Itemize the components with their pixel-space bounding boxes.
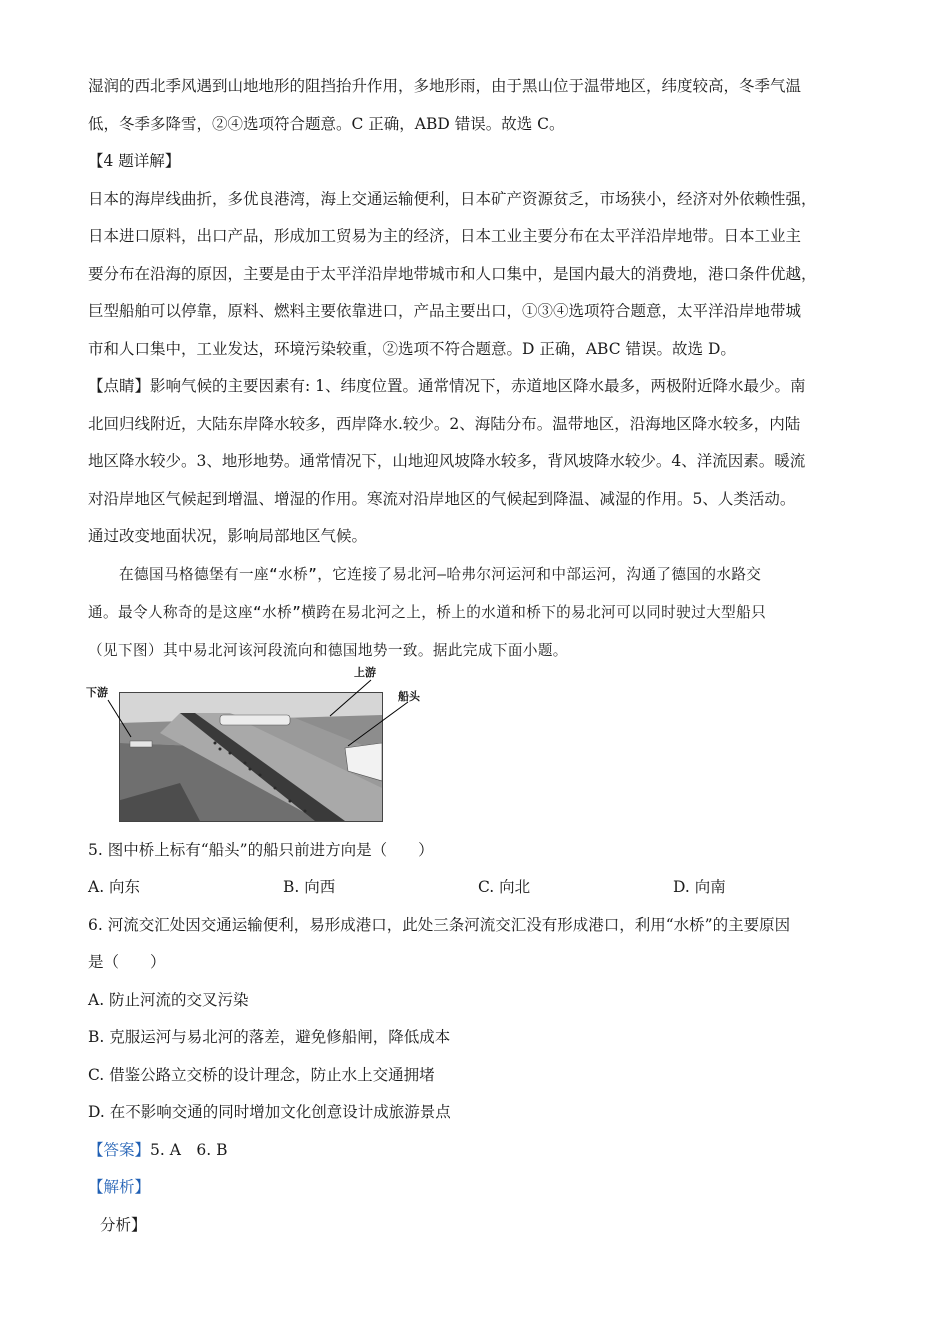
passage-line: 在德国马格德堡有一座“水桥”，它连接了易北河—哈弗尔河运河和中部运河，沟通了德国的水路交 [119,565,762,583]
key-point-line: 【点睛】影响气候的主要因素有: 1、纬度位置。通常情况下，赤道地区降水最多，两极附近降水最少。南 [88,377,806,395]
q6-stem: 6. 河流交汇处因交通运输便利，易形成港口，此处三条河流交汇没有形成港口，利用“水桥”的主要原因 [88,915,791,934]
analysis-sub: 分析】 [100,1215,147,1234]
label-upstream: 上游 [354,665,376,679]
document-page [88,68,868,1244]
q5-stem: 5. 图中桥上标有“船头”的船只前进方向是（ ） [88,840,434,859]
text-line: 巨型船舶可以停靠，原料、燃料主要依靠进口，产品主要出口，①③④选项符合题意，太平洋沿岸地带城 [88,302,802,320]
text-line: 日本的海岸线曲折，多优良港湾，海上交通运输便利，日本矿产资源贫乏，市场狭小，经济对外依赖性强， [88,189,817,208]
q6-option-c: C. 借鉴公路立交桥的设计理念，防止水上交通拥堵 [88,1065,435,1084]
label-bow: 船头 [398,689,420,703]
text-line: 湿润的西北季风遇到山地地形的阻挡抬升作用，多地形雨，由于黑山位于温带地区，纬度较高，冬季气温 [88,77,802,95]
q6-stem-cont: 是（ ） [88,953,166,971]
key-point-line: 北回归线附近，大陆东岸降水较多，西岸降水.较少。2、海陆分布。温带地区，沿海地区降水较多，内陆 [88,414,801,433]
key-point-line: 对沿岸地区气候起到增温、增湿的作用。寒流对沿岸地区的气候起到降温、减湿的作用。5、人类活动。 [88,489,796,508]
annotation-leader-lines [88,674,408,834]
q4-detail-heading: 【4 题详解】 [88,152,181,170]
label-downstream: 下游 [86,685,108,699]
q6-option-b: B. 克服运河与易北河的落差，避免修船闸，降低成本 [88,1028,451,1046]
text-line: 市和人口集中，工业发达，环境污染较重，②选项不符合题意。D 正确，ABC 错误。故选 D。 [88,339,736,358]
key-point-line: 通过改变地面状况，影响局部地区气候。 [88,527,368,545]
analysis-label: 【解析】 [88,1178,151,1196]
q6-option-a: A. 防止河流的交叉污染 [88,990,249,1009]
passage-line: （见下图）其中易北河该河段流向和德国地势一致。据此完成下面小题。 [88,641,568,659]
q5-option-b: B. 向西 [283,878,336,896]
water-bridge-figure [86,665,868,826]
q5-option-d: D. 向南 [673,878,726,896]
passage-line: 通。最令人称奇的是这座“水桥”横跨在易北河之上，桥上的水道和桥下的易北河可以同时驶过大型船只 [88,603,767,621]
q5-option-a: A. 向东 [88,878,141,896]
answer-text: 5. A 6. B [150,1140,228,1159]
answer-label: 【答案】 [88,1140,151,1159]
q6-option-d: D. 在不影响交通的同时增加文化创意设计成旅游景点 [88,1103,451,1121]
key-point-line: 地区降水较少。3、地形地势。通常情况下，山地迎风坡降水较多，背风坡降水较少。4、洋流因素。暖流 [88,452,806,470]
q5-options [88,869,868,907]
q5-option-c: C. 向北 [478,878,531,896]
text-line: 低，冬季多降雪，②④选项符合题意。C 正确，ABD 错误。故选 C。 [88,114,565,133]
text-line: 要分布在沿海的原因，主要是由于太平洋沿岸地带城市和人口集中，是国内最大的消费地，港口条件优越， [88,264,817,283]
text-line: 日本进口原料，出口产品，形成加工贸易为主的经济，日本工业主要分布在太平洋沿岸地带。日本工业主 [88,227,802,245]
answer-line [88,1132,868,1170]
